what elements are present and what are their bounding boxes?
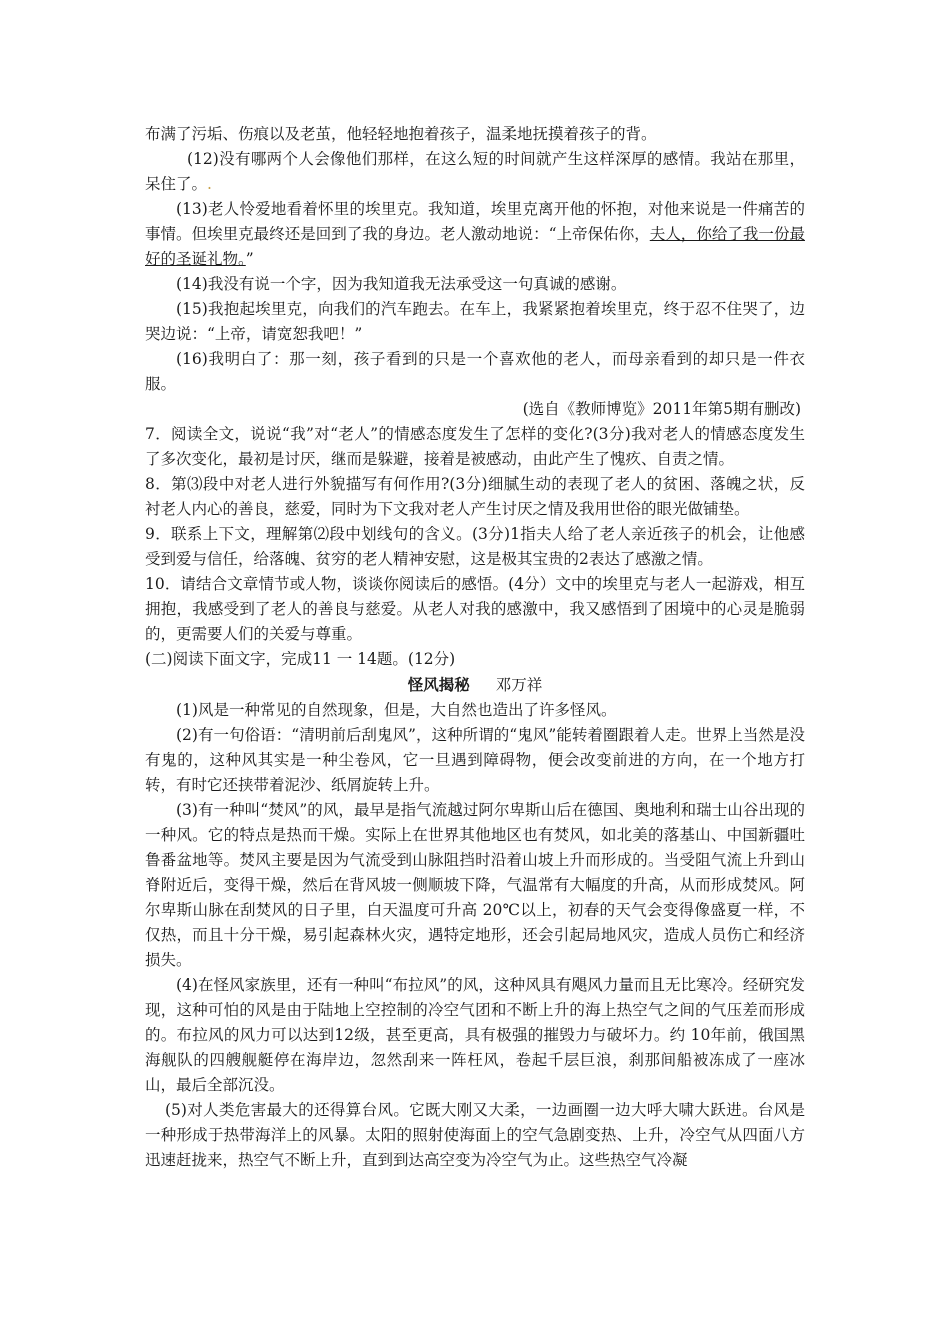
section-2-heading: (二)阅读下面文字，完成11 一 14题。(12分)	[145, 650, 456, 668]
article-author: 邓万祥	[495, 676, 543, 694]
document-body	[145, 122, 805, 1173]
question-9: 9．联系上下文，理解第⑵段中划线句的含义。(3分)1指夫人给了老人亲近孩子的机会，让他感受到爱与信任，给落魄、贫穷的老人精神安慰，这是极其宝贵的2表达了感激之情。	[145, 525, 805, 568]
article-title-line	[145, 672, 805, 698]
article-paragraph-3: (3)有一种叫“焚风”的风，最早是指气流越过阿尔卑斯山后在德国、奥地利和瑞士山谷出现的一种风。它的特点是热而干燥。实际上在世界其他地区也有焚风，如北美的落基山、中国新疆吐鲁番盆地等。焚风主要是因为气流受到山脉阻挡时沿着山坡上升而形成的。当受阻气流上升到山脊附近后，变得干燥，然后在背风坡一侧顺坡下降，气温常有大幅度的升高，从而形成焚风。阿尔卑斯山脉在刮焚风的日子里，白天温度可升高 20℃以上，初春的天气会变得像盛夏一样，不仅热，而且十分干燥，易引起森林火灾，遇特定地形，还会引起局地风灾，造成人员伤亡和经济损失。	[145, 801, 805, 969]
question-8: 8．第⑶段中对老人进行外貌描写有何作用?(3分)细腻生动的表现了老人的贫困、落魄之状，反衬老人内心的善良，慈爱，同时为下文我对老人产生讨厌之情及我用世俗的眼光做铺垫。	[145, 475, 805, 518]
underlined-sentence: 夫人，你给了我一份最好的圣诞礼物。	[145, 225, 805, 268]
article-paragraph-5: (5)对人类危害最大的还得算台风。它既大刚又大柔，一边画圈一边大呼大啸大跃进。台风是一种形成于热带海洋上的风暴。太阳的照射使海面上的空气急剧变热、上升，冷空气从四面八方迅速赶拢来，热空气不断上升，直到到达高空变为冷空气为止。这些热空气冷凝	[145, 1101, 805, 1169]
question-7: 7．阅读全文，说说“我”对“老人”的情感态度发生了怎样的变化?(3分)我对老人的情感态度发生了多次变化，最初是讨厌，继而是躲避，接着是被感动，由此产生了愧疚、自责之情。	[145, 425, 805, 468]
story-paragraph-15: (15)我抱起埃里克，向我们的汽车跑去。在车上，我紧紧抱着埃里克，终于忍不住哭了，边哭边说：“上帝，请宽恕我吧！”	[145, 300, 805, 343]
story-paragraph-13-end: ”	[245, 250, 254, 268]
stray-dot: .	[207, 175, 212, 193]
article-paragraph-1: (1)风是一种常见的自然现象，但是，大自然也造出了许多怪风。	[176, 701, 617, 719]
story-paragraph-13	[145, 197, 805, 272]
story-paragraph-14: (14)我没有说一个字，因为我知道我无法承受这一句真诚的感谢。	[176, 275, 627, 293]
story-paragraph-16: (16)我明白了：那一刻，孩子看到的只是一个喜欢他的老人，而母亲看到的却只是一件衣服。	[145, 350, 805, 393]
article-title: 怪风揭秘	[407, 675, 470, 694]
story-paragraph-12	[145, 147, 805, 197]
story-paragraph-13-text: (13)老人怜爱地看着怀里的埃里克。我知道，埃里克离开他的怀抱，对他来说是一件痛苦的事情。但埃里克最终还是回到了我的身边。老人激动地说：“上帝保佑你，	[145, 200, 805, 243]
article-paragraph-4: (4)在怪风家族里，还有一种叫“布拉风”的风，这种风具有飓风力量而且无比寒冷。经研究发现，这种可怕的风是由于陆地上空控制的冷空气团和不断上升的海上热空气之间的气压差而形成的。布拉风的风力可以达到12级，甚至更高，具有极强的摧毁力与破坏力。约 10年前，俄国黑海舰队的四艘舰艇停在海岸边，忽然刮来一阵枉风，卷起千层巨浪，刹那间船被冻成了一座冰山，最后全部沉没。	[145, 976, 805, 1094]
story-paragraph-tail: 布满了污垢、伤痕以及老茧，他轻轻地抱着孩子，温柔地抚摸着孩子的背。	[145, 125, 657, 143]
story-paragraph-12-text: (12)没有哪两个人会像他们那样，在这么短的时间就产生这样深厚的感情。我站在那里，呆住了。	[145, 150, 805, 193]
question-10: 10．请结合文章情节或人物，谈谈你阅读后的感悟。(4分）文中的埃里克与老人一起游戏，相互拥抱，我感受到了老人的善良与慈爱。从老人对我的感激中，我又感悟到了困境中的心灵是脆弱的，更需要人们的关爱与尊重。	[145, 575, 805, 643]
article-paragraph-2: (2)有一句俗语：“清明前后刮鬼风”，这种所谓的“鬼风”能转着圈跟着人走。世界上当然是没有鬼的，这种风其实是一种尘卷风，它一旦遇到障碍物，便会改变前进的方向，在一个地方打转，有时它还挟带着泥沙、纸屑旋转上升。	[145, 726, 805, 794]
source-citation: (选自《教师博览》2011年第5期有删改)	[522, 400, 801, 418]
